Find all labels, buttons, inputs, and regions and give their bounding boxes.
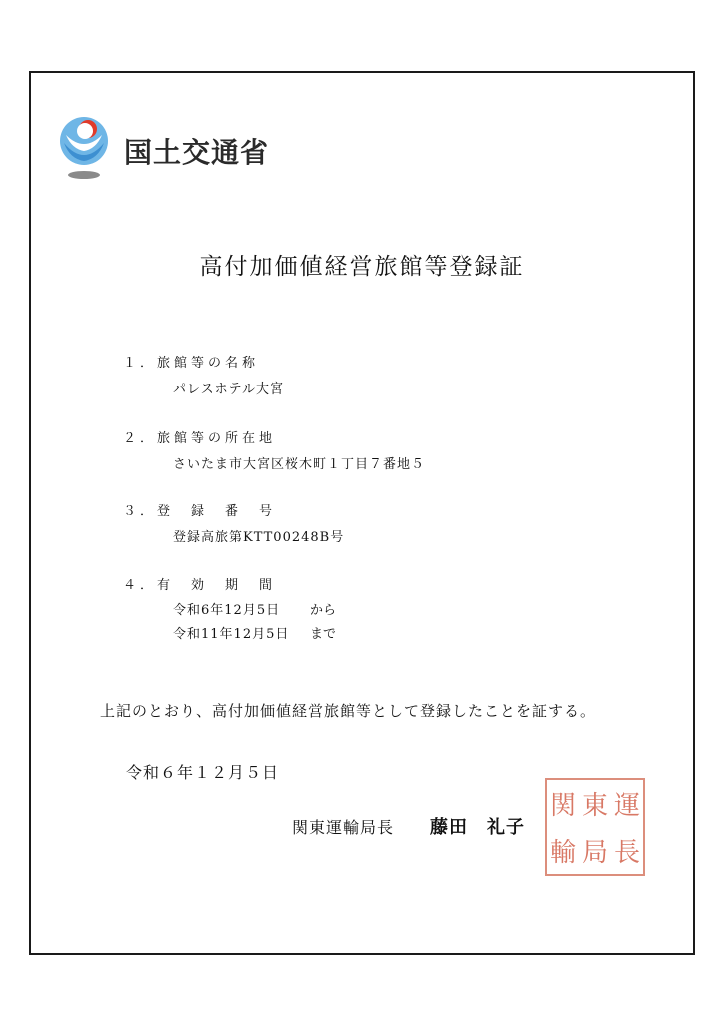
period-start-date: 令和6年12月5日 xyxy=(173,603,281,618)
facility-name: パレスホテル大宮 xyxy=(173,382,284,397)
item-label-name: １．旅館等の名称 xyxy=(123,356,260,371)
item-label-registration-number: ３．登 録 番 号 xyxy=(123,504,277,519)
certification-statement: 上記のとおり、高付加価値経営旅館等として登録したことを証する。 xyxy=(100,702,597,720)
document-title: 高付加価値経営旅館等登録証 xyxy=(199,254,525,280)
period-end-date: 令和11年12月5日 xyxy=(173,627,290,642)
official-seal xyxy=(545,778,645,876)
issuer-name: 藤田 礼子 xyxy=(430,817,525,838)
mlit-emblem-icon xyxy=(58,113,114,183)
seal-char: 長 xyxy=(613,838,640,868)
seal-char: 運 xyxy=(613,791,640,821)
seal-char: 輸 xyxy=(549,838,576,868)
facility-address: さいたま市大宮区桜木町１丁目７番地５ xyxy=(173,457,426,472)
org-name: 国土交通省 xyxy=(124,136,270,169)
seal-char: 局 xyxy=(581,838,608,868)
period-from-label: から xyxy=(310,603,337,618)
period-to-label: まで xyxy=(310,627,337,642)
mlit-logo xyxy=(58,113,278,183)
item-label-validity-period: ４．有 効 期 間 xyxy=(123,578,277,593)
registration-number: 登録高旅第KTT00248B号 xyxy=(173,530,345,545)
item-label-address: ２．旅館等の所在地 xyxy=(123,431,277,446)
issuer-title: 関東運輸局長 xyxy=(292,818,395,837)
issue-date: 令和６年１２月５日 xyxy=(126,763,280,782)
seal-char: 東 xyxy=(581,791,608,821)
seal-char: 関 xyxy=(549,791,576,821)
